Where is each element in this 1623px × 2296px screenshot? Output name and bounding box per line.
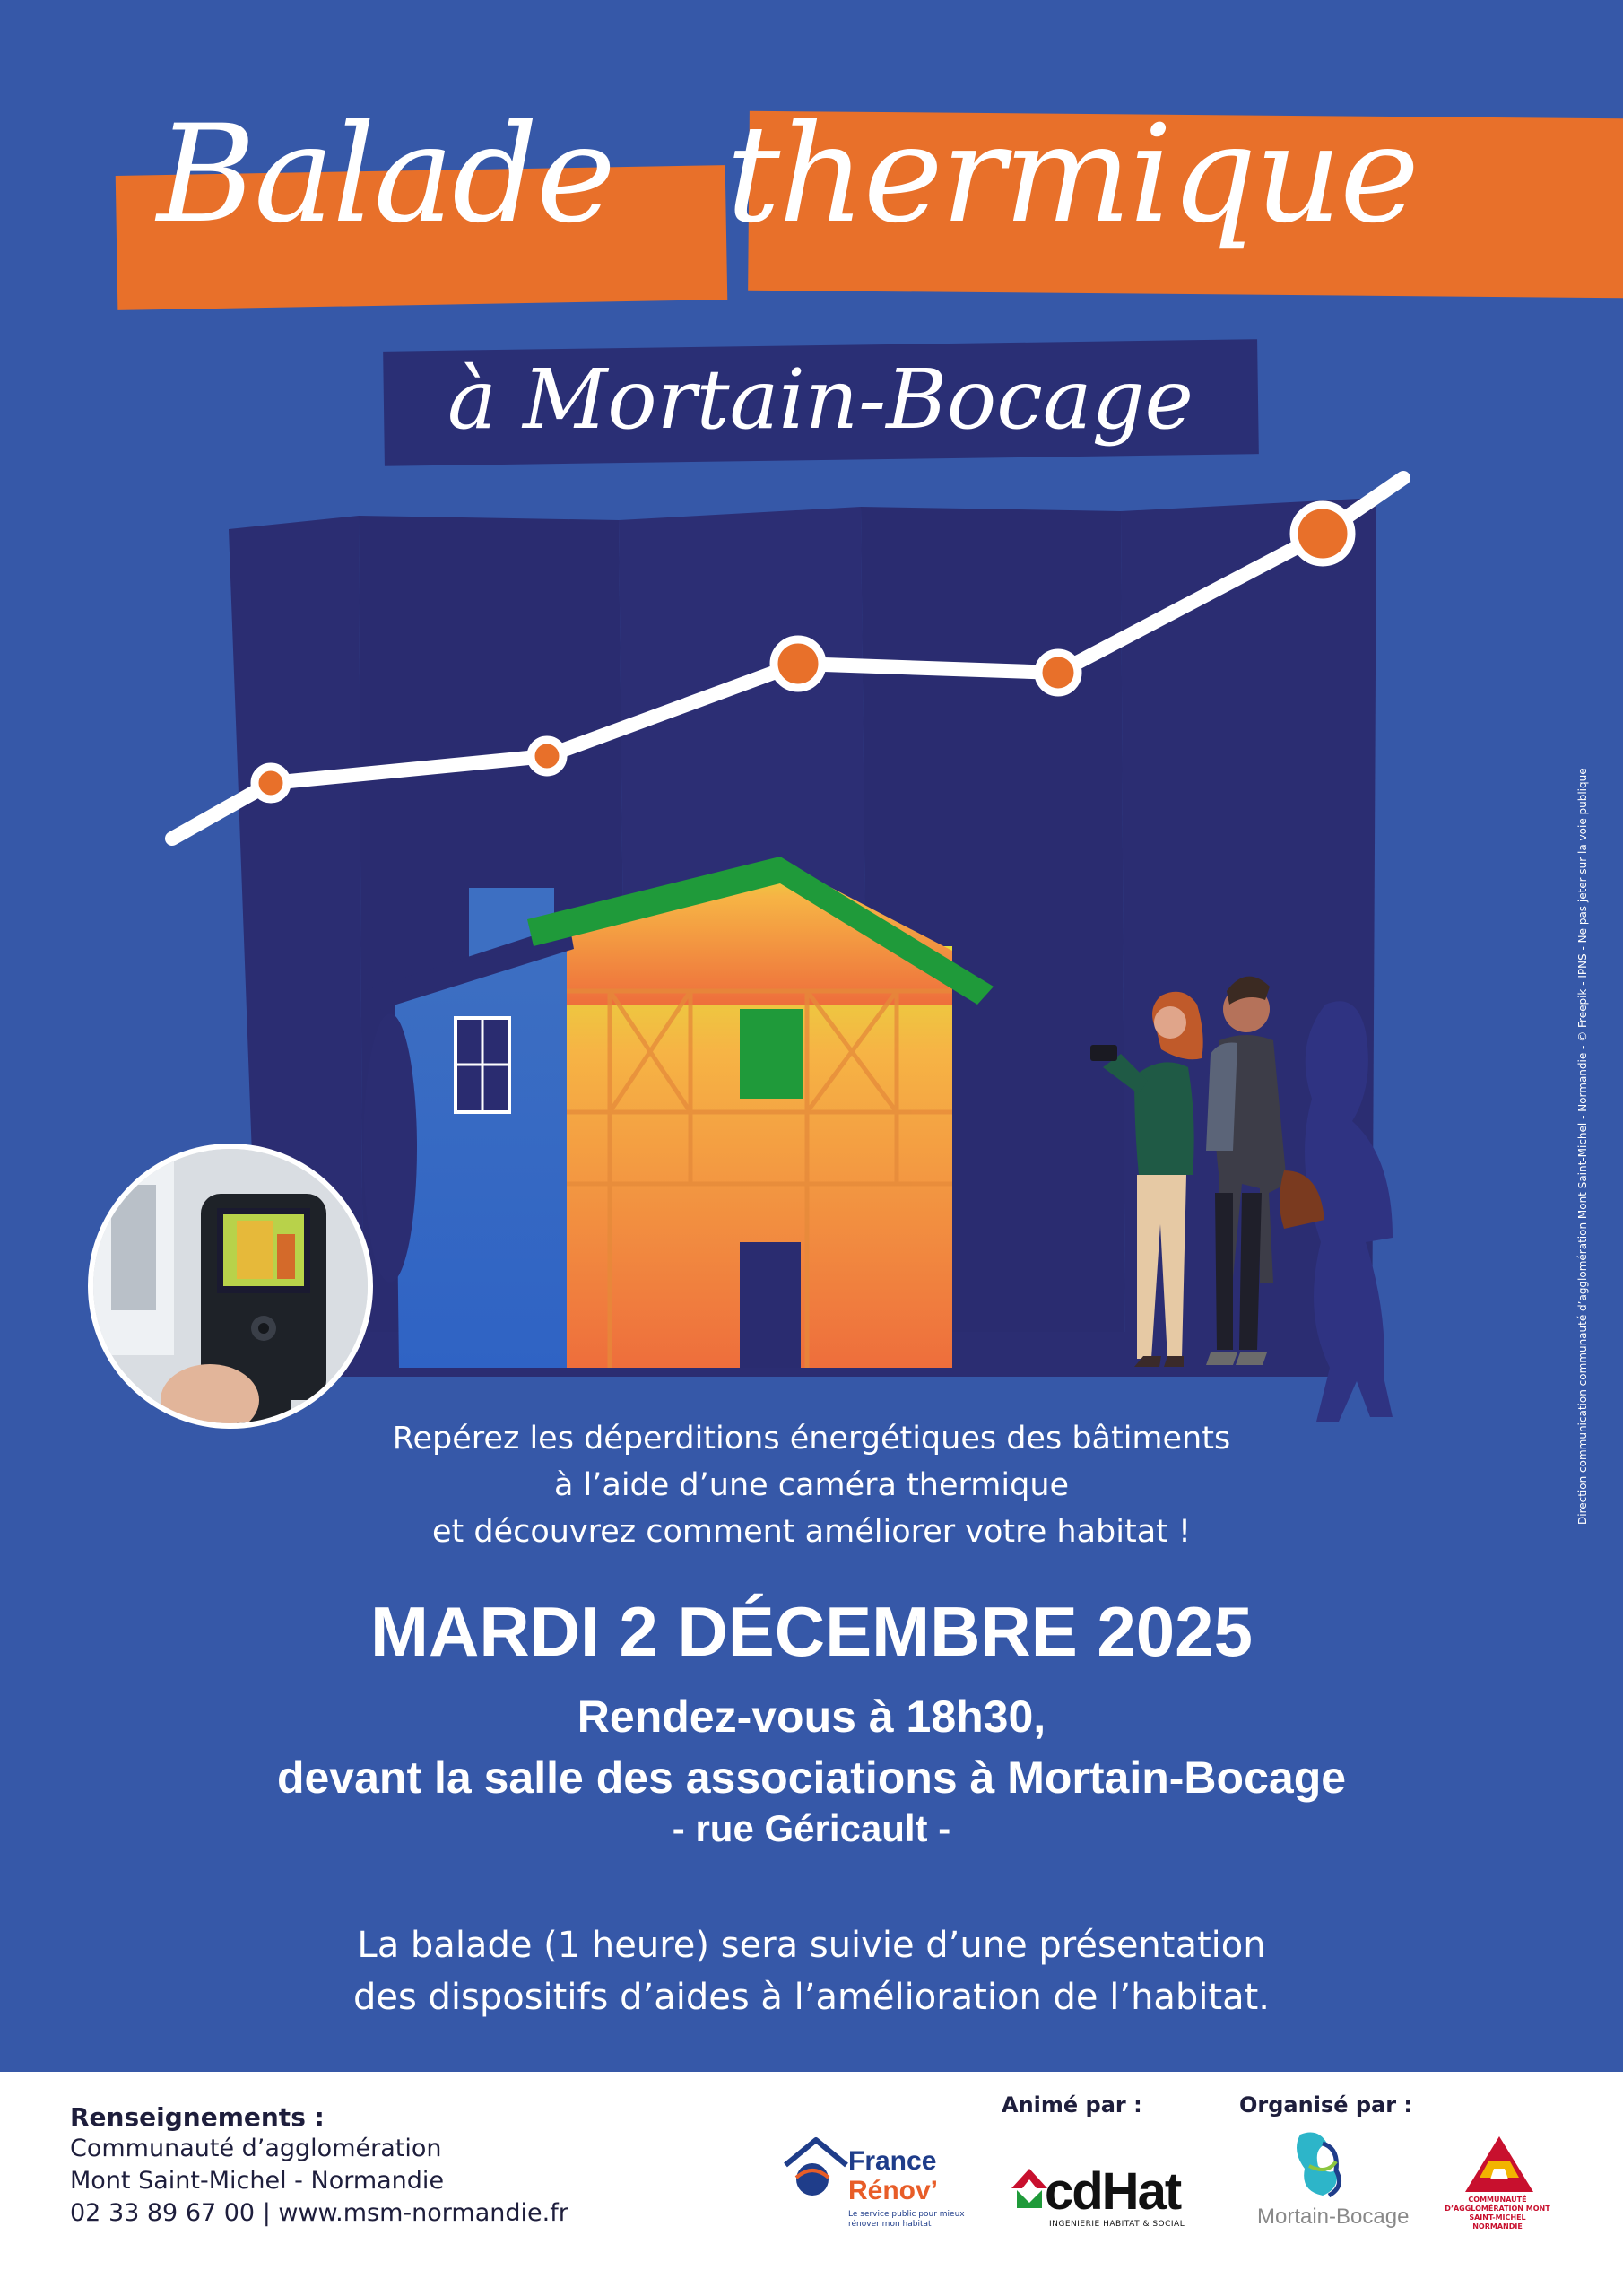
trend-point-2 <box>531 740 563 772</box>
followup <box>0 1919 1623 2023</box>
info-line-2: Mont Saint-Michel - Normandie <box>70 2167 445 2195</box>
organized-by-label: Organisé par : <box>1239 2092 1413 2118</box>
info-line-3: 02 33 89 67 00 | www.msm-normandie.fr <box>70 2199 568 2227</box>
msm-logo <box>1463 2133 1535 2196</box>
credit-text: Direction communication communauté d’agglomération Mont Saint-Michel - Normandie - © Freepik - IPNS - Ne pas jeter sur la voie publique <box>1576 768 1589 1525</box>
trend-point-1 <box>255 767 287 799</box>
cdhat-wordmark: cdHat <box>1045 2162 1181 2221</box>
description-line-3: et découvrez comment améliorer votre habitat ! <box>431 1514 1192 1550</box>
title-thermique: thermique <box>726 97 1418 253</box>
description-line-2: à l’aide d’une caméra thermique <box>553 1467 1070 1503</box>
france-renov-word-1: France <box>848 2146 937 2176</box>
event-street: - rue Géricault - <box>672 1807 951 1849</box>
france-renov-logo <box>780 2133 852 2205</box>
event-time: Rendez-vous à 18h30, <box>577 1692 1046 1742</box>
trend-point-4 <box>1038 653 1078 692</box>
mortain-bocage-logo <box>1291 2126 1354 2202</box>
description <box>0 1415 1623 1555</box>
france-renov-tagline: Le service public pour mieux rénover mon habitat <box>848 2210 965 2229</box>
france-renov-word-2: Rénov’ <box>848 2176 939 2205</box>
trend-point-5 <box>1294 505 1351 562</box>
trend-point-3 <box>774 639 822 688</box>
title-balade: Balade <box>157 97 614 253</box>
msm-tagline: COMMUNAUTÉ D’AGGLOMÉRATION MONT SAINT-MICHEL NORMANDIE <box>1445 2196 1550 2231</box>
event-place: devant la salle des associations à Mortain-Bocage <box>276 1752 1347 1803</box>
description-line-1: Repérez les déperditions énergétiques des bâtiments <box>392 1421 1231 1457</box>
mortain-bocage-wordmark: Mortain-Bocage <box>1257 2205 1410 2229</box>
event-date: MARDI 2 DÉCEMBRE 2025 <box>370 1592 1253 1671</box>
followup-line-1: La balade (1 heure) sera suivie d’une présentation <box>357 1925 1266 1966</box>
event-meeting <box>0 1686 1623 1808</box>
info-line-1: Communauté d’agglomération <box>70 2135 442 2162</box>
animated-by-label: Animé par : <box>1002 2092 1142 2118</box>
subtitle: à Mortain-Bocage <box>447 352 1193 448</box>
thermal-camera-photo <box>88 1144 373 1429</box>
cdhat-tagline: INGENIERIE HABITAT & SOCIAL <box>1049 2220 1185 2229</box>
info-title: Renseignements : <box>70 2102 325 2132</box>
followup-line-2: des dispositifs d’aides à l’amélioration de l’habitat. <box>352 1977 1271 2018</box>
cdhat-logo <box>1011 2163 1047 2213</box>
